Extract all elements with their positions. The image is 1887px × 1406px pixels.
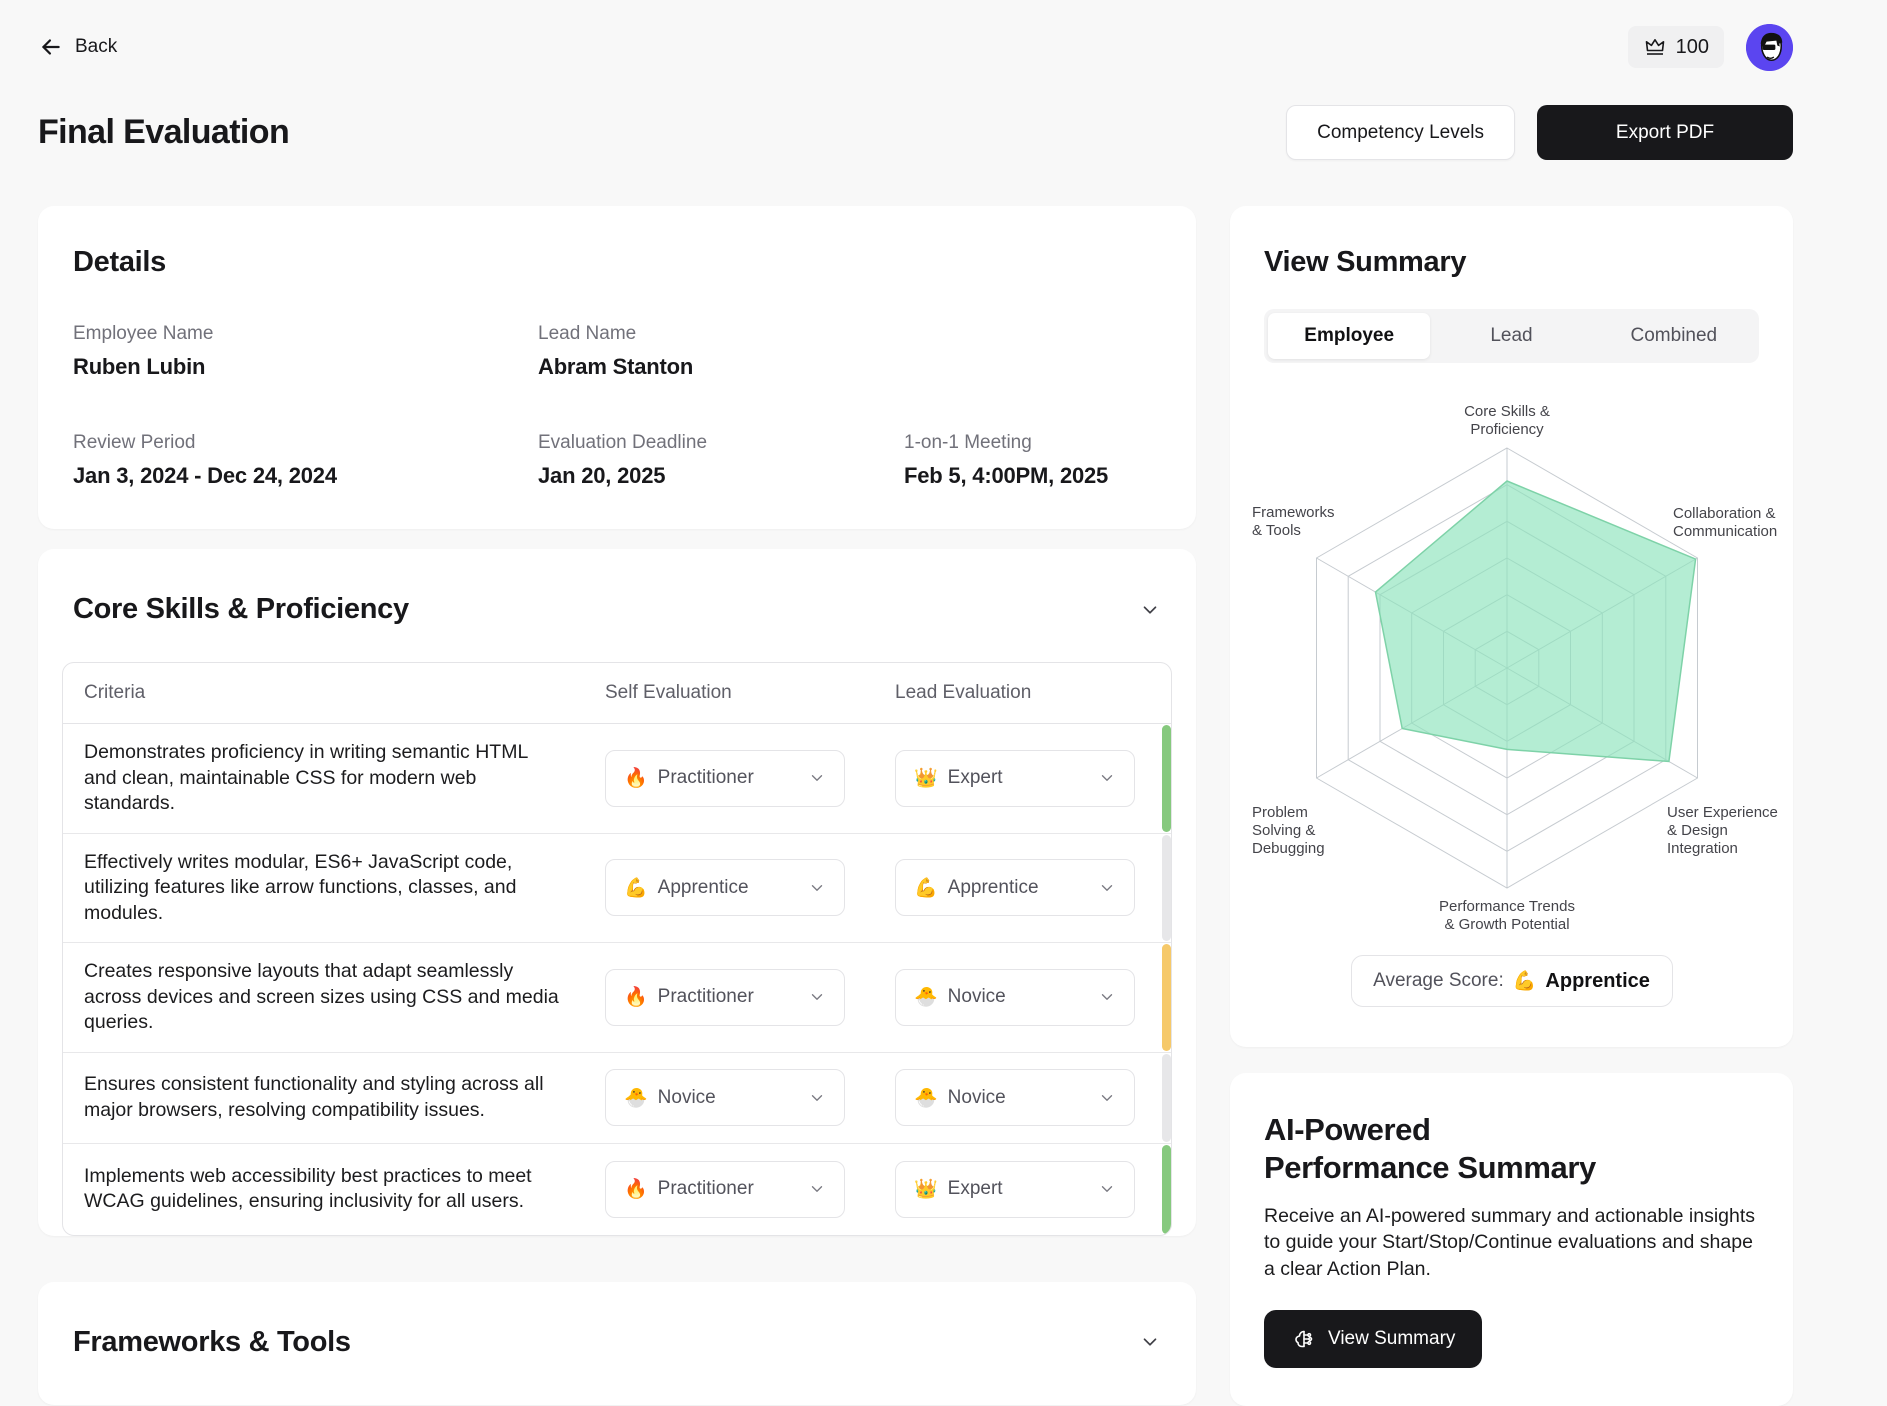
level-label: Apprentice — [947, 876, 1039, 898]
level-emoji: 🐣 — [914, 987, 938, 1009]
chevron-down-icon — [1098, 1180, 1116, 1198]
frameworks-tools-title: Frameworks & Tools — [73, 1325, 351, 1358]
level-label: Practitioner — [657, 1178, 754, 1200]
criteria-text: Implements web accessibility best practices to meet WCAG guidelines, ensuring inclusivity for all users. — [84, 1164, 532, 1213]
chevron-down-icon — [808, 1180, 826, 1198]
core-skills-card — [38, 549, 1196, 1236]
chevron-down-icon — [1098, 769, 1116, 787]
criteria-text: Effectively writes modular, ES6+ JavaScript code, utilizing features like arrow functions, classes, and modules. — [84, 850, 517, 924]
level-emoji: 👑 — [914, 768, 938, 790]
self-evaluation-select[interactable] — [605, 1161, 845, 1218]
lead-evaluation-select[interactable] — [895, 969, 1135, 1026]
tab-employee[interactable]: Employee — [1268, 313, 1430, 359]
review-period-value: Jan 3, 2024 - Dec 24, 2024 — [73, 463, 337, 488]
competency-levels-button[interactable]: Competency Levels — [1286, 105, 1515, 160]
level-emoji: 💪 — [624, 877, 648, 899]
level-label: Novice — [947, 1086, 1006, 1108]
back-arrow-icon — [38, 34, 64, 60]
frameworks-tools-header[interactable] — [38, 1282, 1196, 1405]
review-period-label: Review Period — [73, 432, 196, 453]
level-label: Expert — [947, 1178, 1003, 1200]
title-row — [38, 105, 1793, 160]
header-actions — [1286, 105, 1793, 160]
summary-tabs — [1264, 309, 1759, 363]
evaluation-deadline-label: Evaluation Deadline — [538, 432, 708, 453]
back-button[interactable] — [38, 34, 117, 60]
table-row — [63, 834, 1171, 944]
view-summary-title: View Summary — [1264, 246, 1467, 278]
level-label: Practitioner — [657, 986, 754, 1008]
details-grid — [73, 323, 1161, 489]
chevron-down-icon[interactable] — [1139, 1331, 1161, 1353]
chevron-down-icon — [808, 769, 826, 787]
row-status-bar — [1162, 1054, 1171, 1142]
average-score-emoji: 💪 — [1512, 971, 1537, 992]
review-period-field — [73, 432, 538, 489]
row-status-bar — [1162, 725, 1171, 832]
criteria-text: Creates responsive layouts that adapt seamlessly across devices and screen sizes using CSS and media queries. — [84, 960, 559, 1034]
view-summary-button-label: View Summary — [1328, 1328, 1456, 1350]
level-emoji: 👑 — [914, 1179, 938, 1201]
employee-name-field — [73, 323, 538, 380]
chevron-down-icon — [1098, 988, 1116, 1006]
lead-evaluation-select[interactable] — [895, 750, 1135, 807]
lead-evaluation-column-header: Lead Evaluation — [895, 682, 1032, 703]
lead-evaluation-select[interactable] — [895, 1161, 1135, 1218]
radar-chart — [1250, 368, 1780, 948]
self-evaluation-select[interactable] — [605, 859, 845, 916]
view-summary-card — [1230, 206, 1793, 1047]
level-emoji: 🔥 — [624, 987, 648, 1009]
chevron-down-icon — [1098, 879, 1116, 897]
self-evaluation-select[interactable] — [605, 969, 845, 1026]
level-emoji: 🔥 — [624, 768, 648, 790]
back-label: Back — [75, 36, 118, 57]
radar-chart-area — [1250, 368, 1780, 948]
radar-axis-label: Performance Trends & Growth Potential — [1439, 898, 1575, 933]
lead-name-value: Abram Stanton — [538, 354, 694, 379]
ai-summary-title-line2: Performance Summary — [1264, 1149, 1596, 1185]
radar-axis-label: Core Skills & Proficiency — [1464, 403, 1550, 438]
level-label: Novice — [657, 1086, 716, 1108]
left-column — [38, 206, 1196, 1405]
level-label: Novice — [947, 986, 1006, 1008]
details-title: Details — [73, 246, 166, 278]
meeting-value: Feb 5, 4:00PM, 2025 — [904, 463, 1109, 488]
criteria-text: Demonstrates proficiency in writing semantic HTML and clean, maintainable CSS for modern web standards. — [84, 741, 528, 815]
table-row — [63, 1144, 1171, 1235]
row-status-bar — [1162, 944, 1171, 1051]
lead-evaluation-select[interactable] — [895, 1069, 1135, 1126]
table-row — [63, 943, 1171, 1053]
ai-summary-card — [1230, 1073, 1793, 1406]
details-card — [38, 206, 1196, 529]
radar-axis-label: Problem Solving & Debugging — [1252, 804, 1325, 857]
view-summary-button[interactable] — [1264, 1310, 1482, 1368]
tab-combined[interactable]: Combined — [1593, 313, 1755, 359]
radar-axis-label: Collaboration & Communication — [1673, 505, 1778, 540]
crown-icon — [1643, 35, 1667, 59]
chevron-down-icon — [1098, 1089, 1116, 1107]
ai-summary-description: Receive an AI-powered summary and actionable insights to guide your Start/Stop/Continue evaluations and shape a clear Action Plan. — [1264, 1204, 1756, 1280]
table-header — [63, 663, 1171, 724]
points-badge[interactable] — [1628, 26, 1724, 68]
level-emoji: 🔥 — [624, 1179, 648, 1201]
level-label: Apprentice — [657, 876, 749, 898]
ai-summary-title — [1264, 1111, 1759, 1187]
row-status-bar — [1162, 1145, 1171, 1234]
frameworks-tools-card — [38, 1282, 1196, 1405]
right-column — [1230, 206, 1793, 1406]
avatar[interactable] — [1746, 24, 1793, 71]
evaluation-deadline-field — [538, 432, 904, 489]
core-skills-title: Core Skills & Proficiency — [73, 593, 409, 625]
self-evaluation-select[interactable] — [605, 750, 845, 807]
level-emoji: 💪 — [914, 877, 938, 899]
lead-name-field — [538, 323, 904, 380]
lead-evaluation-select[interactable] — [895, 859, 1135, 916]
ai-summary-title-line1: AI-Powered — [1264, 1112, 1431, 1147]
employee-name-label: Employee Name — [73, 323, 214, 344]
ai-brain-circuit-icon — [1291, 1327, 1315, 1351]
top-right-cluster — [1628, 24, 1793, 71]
chevron-down-icon[interactable] — [1139, 599, 1161, 621]
meeting-label: 1-on-1 Meeting — [904, 432, 1032, 453]
evaluation-deadline-value: Jan 20, 2025 — [538, 463, 666, 488]
table-row — [63, 1053, 1171, 1144]
level-label: Expert — [947, 767, 1003, 789]
self-evaluation-select[interactable] — [605, 1069, 845, 1126]
criteria-column-header: Criteria — [84, 682, 146, 703]
average-score-badge — [1351, 955, 1673, 1007]
criteria-text: Ensures consistent functionality and styling across all major browsers, resolving compatibility issues. — [84, 1073, 544, 1121]
tab-lead[interactable]: Lead — [1430, 313, 1592, 359]
average-score-value: Apprentice — [1545, 969, 1650, 992]
radar-axis-label: User Experience & Design Integration — [1667, 804, 1778, 857]
average-score-label: Average Score: — [1373, 970, 1504, 991]
level-label: Practitioner — [657, 767, 754, 789]
core-skills-header[interactable] — [38, 549, 1196, 626]
level-emoji: 🐣 — [624, 1087, 648, 1109]
evaluation-table — [62, 662, 1172, 1236]
page-title: Final Evaluation — [38, 113, 290, 151]
radar-axis-label: Frameworks & Tools — [1252, 504, 1335, 539]
self-evaluation-column-header: Self Evaluation — [605, 682, 732, 703]
employee-name-value: Ruben Lubin — [73, 354, 206, 379]
meeting-field — [904, 432, 1161, 489]
table-row — [63, 724, 1171, 834]
lead-name-label: Lead Name — [538, 323, 637, 344]
content-columns — [38, 206, 1793, 1406]
export-pdf-button[interactable]: Export PDF — [1537, 105, 1793, 160]
points-value: 100 — [1675, 35, 1709, 58]
chevron-down-icon — [808, 1089, 826, 1107]
level-emoji: 🐣 — [914, 1087, 938, 1109]
top-bar — [38, 23, 1793, 71]
chevron-down-icon — [808, 988, 826, 1006]
chevron-down-icon — [808, 879, 826, 897]
row-status-bar — [1162, 835, 1171, 942]
